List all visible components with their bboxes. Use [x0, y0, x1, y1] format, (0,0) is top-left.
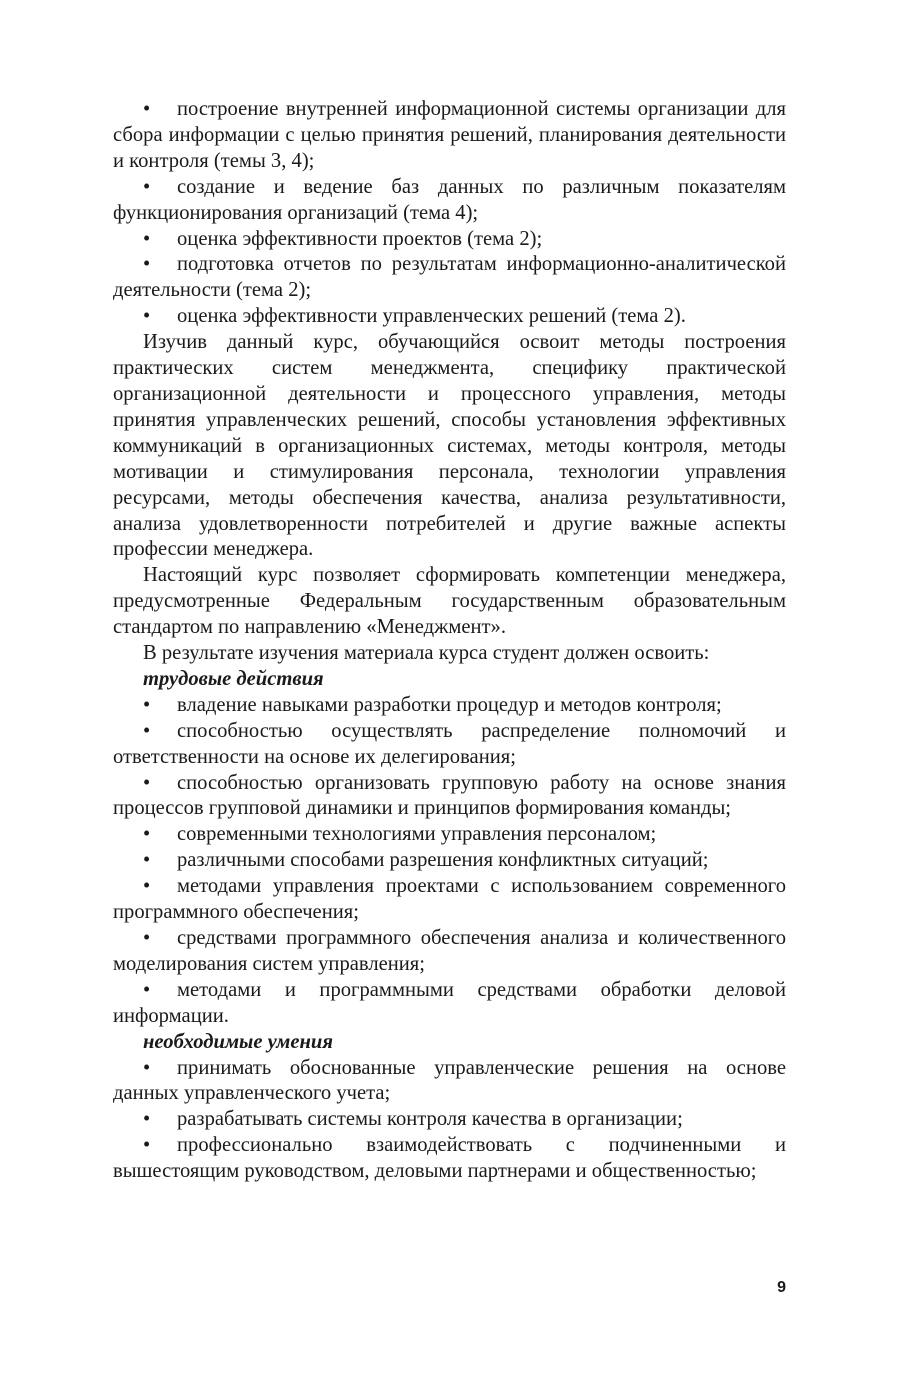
bullet-item: [113, 97, 786, 175]
bullet-text: методами управления проектами с использованием современного программного обеспечения;: [113, 875, 786, 924]
bullet-dot-icon: •: [143, 1056, 151, 1079]
bullet-text: современными технологиями управления персоналом;: [177, 823, 657, 846]
bullet-item: [113, 1133, 786, 1185]
labor-actions-heading: трудовые действия: [143, 667, 324, 690]
bullet-text: различными способами разрешения конфликтных ситуаций;: [177, 849, 709, 872]
bullet-dot-icon: •: [143, 253, 151, 276]
study-results-paragraph: В результате изучения материала курса студент должен освоить:: [143, 642, 710, 665]
bullet-item: [113, 771, 786, 823]
bullet-item: [113, 227, 786, 253]
bullet-item: [113, 848, 786, 874]
required-skills-heading: необходимые умения: [143, 1030, 333, 1053]
bullet-dot-icon: •: [143, 849, 151, 872]
bullet-item: [113, 978, 786, 1030]
bullet-dot-icon: •: [143, 175, 151, 198]
bullet-dot-icon: •: [143, 771, 151, 794]
bullet-text: способностью организовать групповую работу на основе знания процессов групповой динамики и принципов формирования команды;: [113, 771, 786, 820]
bullet-text: создание и ведение баз данных по различным показателям функционирования организаций (тема 4);: [113, 175, 786, 224]
bullet-text: построение внутренней информационной системы организации для сбора информации с целью принятия решений, планирования деятельности и контроля (темы 3, 4);: [113, 98, 786, 172]
bullet-text: оценка эффективности управленческих решений (тема 2).: [177, 305, 686, 328]
bullet-dot-icon: •: [143, 1108, 151, 1131]
bullet-dot-icon: •: [143, 978, 151, 1001]
page-number: 9: [777, 1279, 786, 1296]
bullet-item: [113, 1107, 786, 1133]
bullet-dot-icon: •: [143, 927, 151, 949]
bullet-text: методами и программными средствами обработки деловой информации.: [113, 978, 786, 1027]
bullet-item: [113, 1056, 786, 1108]
bullet-item: [113, 926, 786, 978]
competencies-paragraph: Настоящий курс позволяет сформировать компетенции менеджера, предусмотренные Федеральным государственным образовательным стандартом по направлению «Менеджмент».: [113, 564, 786, 639]
bullet-dot-icon: •: [143, 227, 151, 250]
bullet-item: [113, 874, 786, 926]
bullet-item: [113, 693, 786, 719]
bullet-text: средствами программного обеспечения анализа и количественного моделирования систем управления;: [113, 927, 786, 975]
bullet-dot-icon: •: [143, 1134, 151, 1157]
bullet-item: [113, 175, 786, 227]
bullet-dot-icon: •: [143, 693, 151, 716]
bullet-dot-icon: •: [143, 98, 151, 120]
bullet-item: [113, 304, 786, 330]
bullet-dot-icon: •: [143, 823, 151, 846]
bullet-item: [113, 822, 786, 848]
bullet-text: разрабатывать системы контроля качества в организации;: [177, 1108, 683, 1131]
bullet-text: подготовка отчетов по результатам информационно-аналитической деятельности (тема 2);: [113, 253, 786, 302]
bullet-dot-icon: •: [143, 305, 151, 328]
bullet-item: [113, 252, 786, 304]
bullet-text: владение навыками разработки процедур и методов контроля;: [177, 693, 722, 716]
bullet-text: принимать обоснованные управленческие решения на основе данных управленческого учета;: [113, 1056, 786, 1105]
bullet-dot-icon: •: [143, 719, 151, 742]
page-body: [113, 97, 786, 1185]
bullet-text: способностью осуществлять распределение полномочий и ответственности на основе их делегирования;: [113, 719, 786, 768]
bullet-text: профессионально взаимодействовать с подчиненными и вышестоящим руководством, деловыми партнерами и общественностью;: [113, 1134, 786, 1183]
bullet-dot-icon: •: [143, 875, 151, 898]
bullet-item: [113, 719, 786, 771]
bullet-text: оценка эффективности проектов (тема 2);: [177, 227, 543, 250]
course-outcomes-paragraph: Изучив данный курс, обучающийся освоит методы построения практических систем менеджмента, специфику практической организационной деятельности и процессного управления, методы принятия управленческих решений, способы установления эффективных коммуникаций в организационных системах, методы контроля, методы мотивации и стимулирования персонала, технологии управления ресурсами, методы обеспечения качества, анализа результативности, анализа удовлетворенности потребителей и другие важные аспекты профессии менеджера.: [113, 331, 786, 561]
